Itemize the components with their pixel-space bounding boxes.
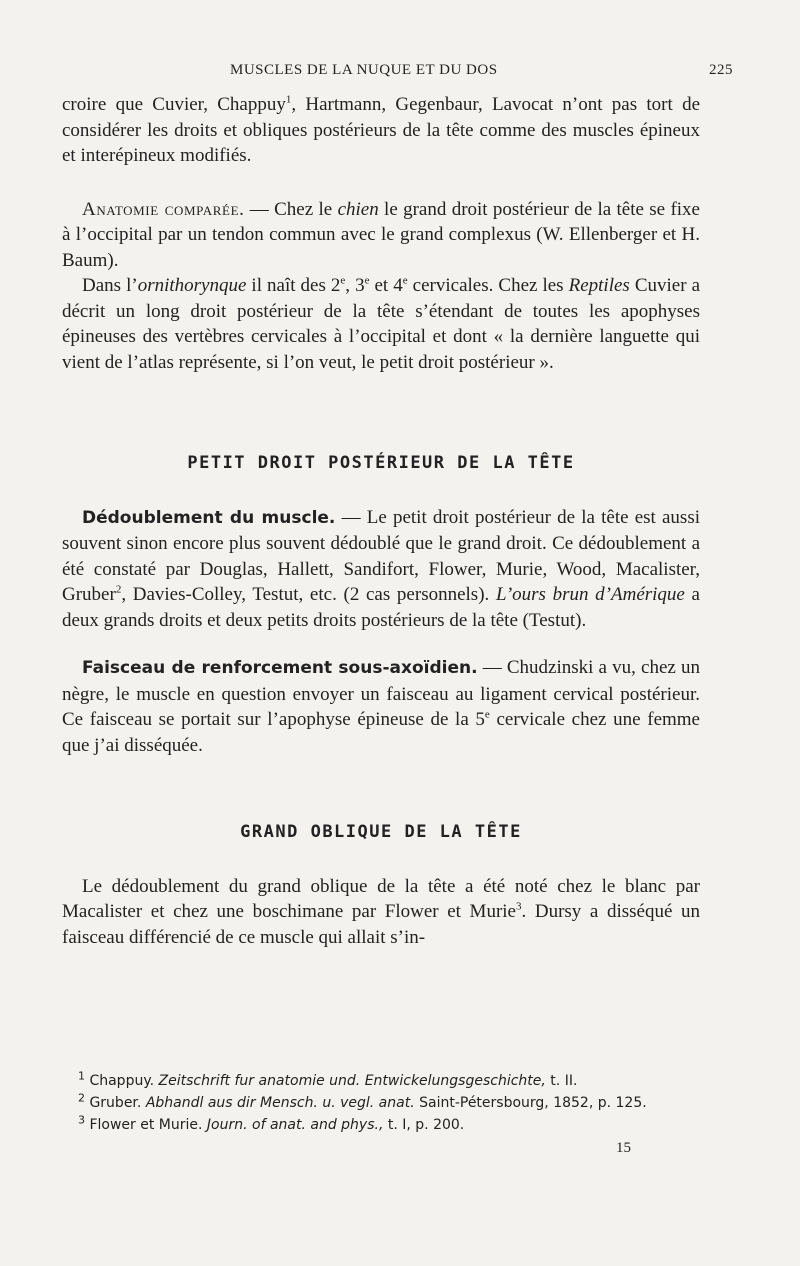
footnote-rest: t. II. <box>545 1073 578 1089</box>
footnote-ref-3: 3 <box>516 900 522 913</box>
footnote-author: Chappuy. <box>85 1073 159 1089</box>
footnote-author: Flower et Murie. <box>85 1117 207 1133</box>
italic-term: ornithorynque <box>137 275 247 296</box>
footnote-title: Journ. of anat. and phys., <box>206 1117 384 1133</box>
text-run: Dans l’ <box>82 275 138 296</box>
italic-term: L’ours brun d’Amérique <box>495 584 685 605</box>
superscript: e <box>402 274 408 287</box>
paragraph-grand-oblique <box>62 874 700 951</box>
footnote-author: Gruber. <box>85 1095 146 1111</box>
signature-mark: 15 <box>616 1140 631 1156</box>
footnotes <box>78 1070 698 1136</box>
text-run: et 4 <box>369 275 403 296</box>
paragraph-faisceau <box>62 655 700 758</box>
italic-term: Reptiles <box>568 275 630 296</box>
running-title: MUSCLES DE LA NUQUE ET DU DOS <box>230 62 498 78</box>
text-run: a deux grands droits et deux petits droits postérieurs de la tête (Testut). <box>62 584 700 631</box>
footnote <box>78 1070 698 1092</box>
footnote <box>78 1114 698 1136</box>
footnote-mark: 1 <box>78 1069 85 1083</box>
footnote-title: Abhandl aus dir Mensch. u. vegl. anat. <box>145 1095 415 1111</box>
section-heading-petit-droit: PETIT DROIT POSTÉRIEUR DE LA TÊTE <box>187 453 575 473</box>
footnote-title: Zeitschrift fur anatomie und. Entwickelungsgeschichte, <box>158 1073 546 1089</box>
text-run: il naît des 2 <box>246 275 341 296</box>
text-run: — Le petit droit postérieur de la tête est aussi souvent sinon encore plus souvent dédoublé que le grand droit. Ce dédoublement a été constaté par Douglas, Hallett, Sandifort, Flower, Murie, Wood, Macalister, Gruber <box>62 506 701 605</box>
footnote-rest: Saint-Pétersbourg, 1852, p. 125. <box>414 1095 647 1111</box>
footnote-mark: 2 <box>78 1091 85 1105</box>
superscript: e <box>364 274 370 287</box>
text-run: Le dédoublement du grand oblique de la tête a été noté chez le blanc par Macalister et chez une boschimane par Flower et Murie <box>62 875 700 922</box>
text-run: le grand droit postérieur de la tête se fixe à l’occipital par un tendon commun avec le grand complexus (W. Ellenberger et H. Baum). <box>62 198 700 271</box>
text-run: cervicale chez une femme que j’ai disséquée. <box>62 709 700 756</box>
superscript: e <box>340 274 346 287</box>
paragraph-intro <box>62 92 700 169</box>
section-label: Anatomie comparée. <box>82 198 245 220</box>
text-run: Cuvier a décrit un long droit postérieur de la tête s’étendant de toutes les apophyses épineuses des vertèbres cervicales à l’occipital et dont « la dernière languette qui vient de l’atlas représente, si l’on veut, le petit droit postérieur ». <box>62 275 700 373</box>
footnote-ref-2: 2 <box>115 583 122 596</box>
paragraph-ornithorhynchus <box>62 273 700 375</box>
superscript: e <box>484 708 490 721</box>
text-run: , Davies-Colley, Testut, etc. (2 cas personnels). <box>121 584 496 605</box>
footnote-rest: t. I, p. 200. <box>383 1117 465 1133</box>
paragraph-dedoublement <box>62 505 700 634</box>
text-run: croire que Cuvier, Chappuy <box>62 94 286 115</box>
section-heading-grand-oblique: GRAND OBLIQUE DE LA TÊTE <box>240 822 522 842</box>
footnote-ref-1: 1 <box>285 93 292 106</box>
page-number: 225 <box>709 62 733 78</box>
text-run: , Hartmann, Gegenbaur, Lavocat n’ont pas tort de considérer les droits et obliques postérieurs de la tête comme des muscles épineux et interépineux modifiés. <box>62 94 700 166</box>
body-text <box>62 92 700 950</box>
italic-term: chien <box>337 198 379 220</box>
footnote-mark: 3 <box>78 1113 85 1127</box>
footnote <box>78 1092 698 1114</box>
text-run: , 3 <box>345 275 365 296</box>
paragraph-comparative-anatomy <box>62 197 700 274</box>
text-run: — Chez le <box>244 198 338 220</box>
text-run: . Dursy a disséqué un faisceau différencié de ce muscle qui allait s’in- <box>62 901 700 948</box>
running-head <box>62 62 733 84</box>
subsection-label: Faisceau de renforcement sous-axoïdien. <box>82 658 478 678</box>
text-run: cervicales. Chez les <box>407 275 569 296</box>
subsection-label: Dédoublement du muscle. <box>82 507 336 528</box>
text-run: — Chudzinski a vu, chez un nègre, le muscle en question envoyer un faisceau au ligament cervical postérieur. Ce faisceau se portait sur l’apophyse épineuse de la 5 <box>62 657 700 730</box>
